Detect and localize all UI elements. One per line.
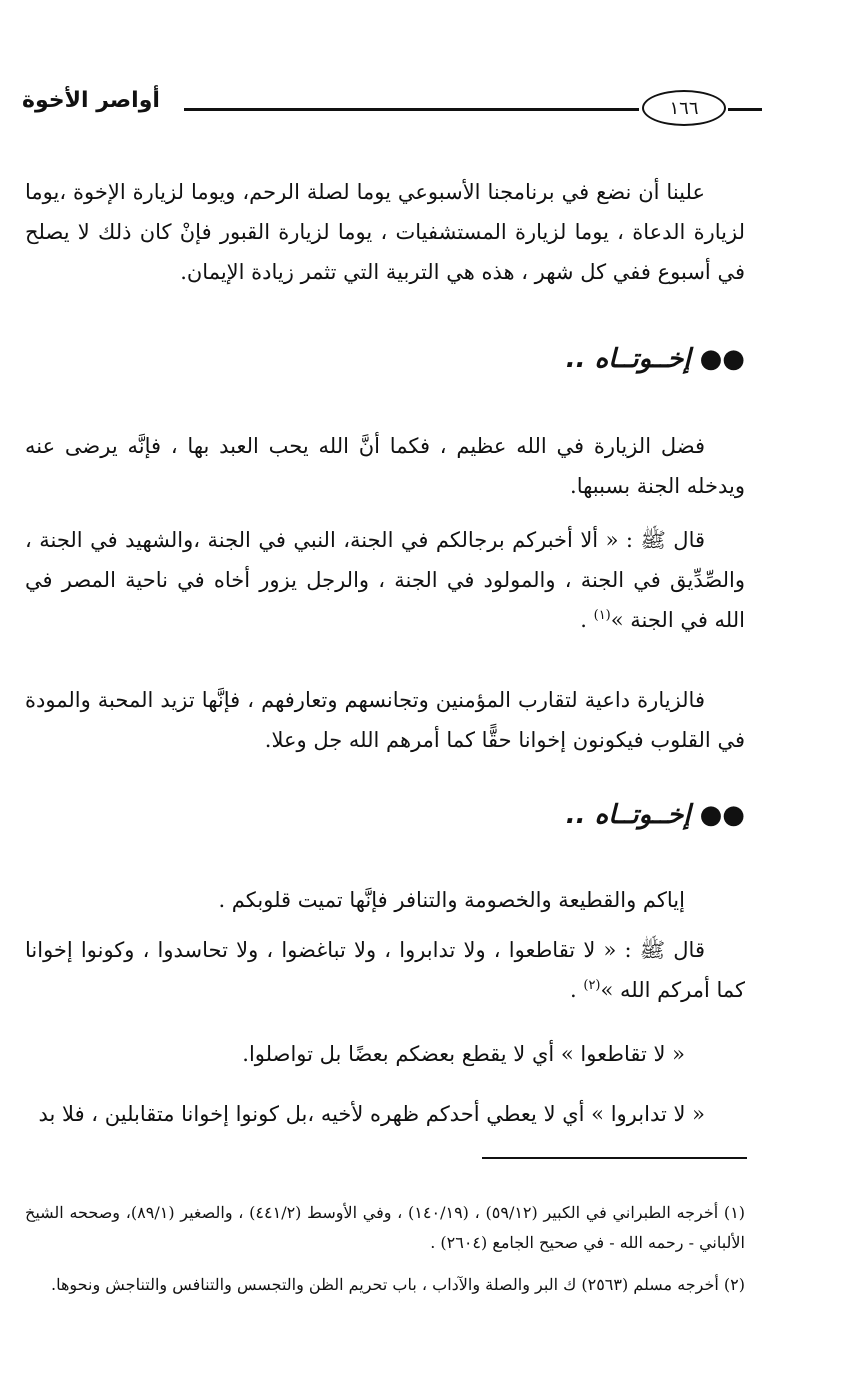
heading-text: إخــوتــاه .. [565, 344, 691, 374]
paragraph-hadith-1 [25, 520, 745, 640]
section-heading [566, 800, 745, 830]
section-heading [566, 344, 745, 374]
hadith-text: قال ﷺ : « ألا أخبركم برجالكم في الجنة، النبي في الجنة ،والشهيد في الجنة ، والصِّدِّيق في الجنة ، والمولود في الجنة ، والرجل يزور أخاه في ناحية المصر في الله في الجنة » [25, 528, 745, 632]
hadith-end: . [570, 978, 584, 1002]
paragraph-visit-benefit: فالزيارة داعية لتقارب المؤمنين وتجانسهم وتعارفهم ، فإنَّها تزيد المحبة والمودة في القلوب فيكونون إخوانا حقًّا كما أمرهم الله جل وعلا. [25, 688, 745, 752]
paragraph-explanation-1: « لا تقاطعوا » أي لا يقطع بعضكم بعضًا بل تواصلوا. [242, 1042, 685, 1066]
paragraph-warning: إياكم والقطيعة والخصومة والتنافر فإنَّها تميت قلوبكم . [218, 888, 685, 912]
header-rule-end [728, 108, 762, 111]
paragraph-visit-virtue: فضل الزيارة في الله عظيم ، فكما أنَّ الله يحب العبد بها ، فإنَّه يرضى عنه ويدخله الجنة بسببها. [25, 434, 745, 498]
paragraph-hadith-2 [25, 930, 745, 1010]
footnote-ref-2: (٢) [583, 978, 601, 993]
footnote-ref-1: (١) [593, 608, 611, 623]
page-number: ١٦٦ [642, 90, 726, 126]
book-title: أواصر الأخوة [22, 88, 160, 113]
bullet-icon: ●● [699, 344, 745, 374]
heading-text: إخــوتــاه .. [565, 800, 691, 830]
footnote-2: (٢) أخرجه مسلم (٢٥٦٣) ك البر والصلة والآداب ، باب تحريم الظن والتجسس والتنافس والتناجش ونحوها. [51, 1275, 745, 1294]
footnote-separator [482, 1157, 747, 1159]
hadith-text: قال ﷺ : « لا تقاطعوا ، ولا تدابروا ، ولا تباغضوا ، ولا تحاسدوا ، وكونوا إخوانا كما أمركم الله » [25, 938, 745, 1002]
paragraph-explanation-2: « لا تدابروا » أي لا يعطي أحدكم ظهره لأخيه ،بل كونوا إخوانا متقابلين ، فلا بد [38, 1102, 705, 1126]
bullet-icon: ●● [699, 800, 745, 830]
paragraph-visits-schedule: علينا أن نضع في برنامجنا الأسبوعي يوما لصلة الرحم، ويوما لزيارة الإخوة ،يوما لزيارة الدعاة ، يوما لزيارة المستشفيات ، يوما لزيارة القبور فإنْ كان ذلك لا يصلح في أسبوع ففي كل شهر ، هذه هي التربية التي تثمر زيادة الإيمان. [25, 180, 745, 284]
header-rule [184, 108, 639, 111]
running-header [22, 88, 742, 128]
hadith-end: . [580, 608, 594, 632]
footnote-1: (١) أخرجه الطبراني في الكبير (٥٩/١٢) ، (١٤٠/١٩) ، وفي الأوسط (٤٤١/٢) ، والصغير (٨٩/١)، وصححه الشيخ الألباني - رحمه الله - في صحيح الجامع (٢٦٠٤) . [25, 1203, 746, 1252]
